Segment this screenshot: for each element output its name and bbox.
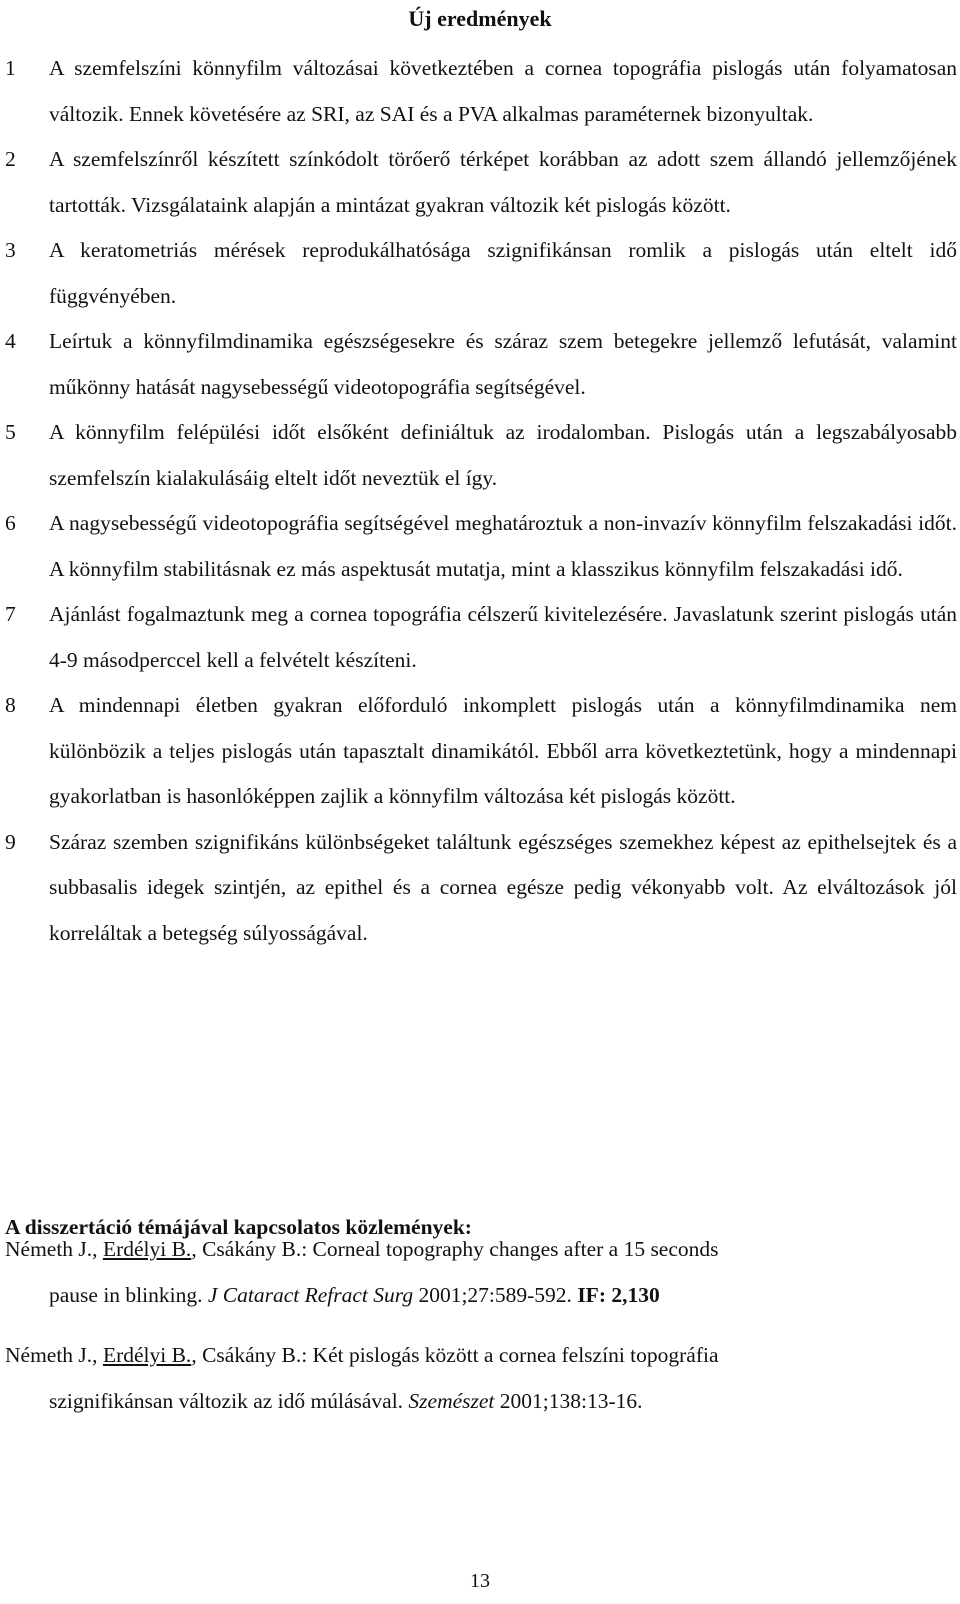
publication-title-end: pause in blinking.	[49, 1282, 208, 1307]
result-number: 9	[5, 829, 16, 854]
result-item	[5, 410, 957, 501]
result-text: A mindennapi életben gyakran előforduló inkomplett pislogás után a könnyfilmdinamika nem különbözik a teljes pislogás után tapasztalt dinamikától. Ebből arra következtetünk, hogy a mindennapi gyakorlatban is hasonlóképpen zajlik a könnyfilm változása két pislogás között.	[49, 693, 957, 808]
publication-journal: J Cataract Refract Surg	[207, 1282, 414, 1307]
result-number: 5	[5, 420, 16, 444]
publication-line-2	[5, 1379, 957, 1425]
result-item	[5, 319, 957, 410]
result-item	[5, 820, 957, 957]
publication-line-1	[5, 1333, 957, 1379]
publications-heading: A disszertáció témájával kapcsolatos közlemények:	[5, 1215, 472, 1239]
section-title: Új eredmények	[408, 6, 552, 31]
publication-line-2	[5, 1273, 957, 1319]
result-number: 8	[5, 693, 16, 717]
publication-citation: 2001;138:13-16.	[494, 1388, 643, 1413]
result-number: 6	[5, 511, 16, 535]
result-number: 3	[5, 238, 16, 262]
publication-title-start: , Csákány B.: Két pislogás között a cornea felszíni topográfia	[191, 1343, 719, 1367]
result-text: Leírtuk a könnyfilmdinamika egészségesekre és száraz szem betegekre jellemző lefutását, valamint műkönny hatását nagysebességű videotopográfia segítségével.	[49, 329, 957, 399]
publication-line-1	[5, 1227, 957, 1273]
publication-author: Németh J.,	[5, 1343, 103, 1367]
result-item	[5, 228, 957, 319]
result-item	[5, 592, 957, 683]
publication-title-start: , Csákány B.: Corneal topography changes after a 15 seconds	[191, 1237, 719, 1261]
result-item	[5, 683, 957, 820]
result-text: A könnyfilm felépülési időt elsőként definiáltuk az irodalomban. Pislogás után a legszabályosabb szemfelszín kialakulásáig eltelt időt neveztük el így.	[49, 420, 957, 490]
result-text: A keratometriás mérések reprodukálhatósága szignifikánsan romlik a pislogás után eltelt idő függvényében.	[49, 238, 957, 308]
result-text: A nagysebességű videotopográfia segítségével meghatároztuk a non-invazív könnyfilm felszakadási időt. A könnyfilm stabilitásnak ez más aspektusát mutatja, mint a klasszikus könnyfilm felszakadási idő.	[49, 511, 957, 581]
result-number: 2	[5, 147, 16, 171]
result-item	[5, 137, 957, 228]
publication-author: Németh J.,	[5, 1237, 103, 1261]
results-list	[5, 46, 957, 956]
result-text: Száraz szemben szignifikáns különbségeket találtunk egészséges szemekhez képest az epithelsejtek és a subbasalis idegek szintjén, az epithel és a cornea egésze pedig vékonyabb volt. Az elváltozások jól korreláltak a betegség súlyosságával.	[49, 829, 957, 945]
publication-entry	[5, 1333, 957, 1424]
publication-entry	[5, 1227, 957, 1318]
result-number: 4	[5, 329, 16, 353]
publication-title-end: szignifikánsan változik az idő múlásával.	[49, 1388, 409, 1413]
result-item	[5, 501, 957, 592]
result-item	[5, 46, 957, 137]
publication-author-underlined: Erdélyi B.	[102, 1237, 192, 1261]
publication-citation: 2001;27:589-592.	[413, 1282, 578, 1307]
result-number: 7	[5, 602, 16, 626]
publication-journal: Szemészet	[408, 1388, 495, 1413]
result-text: A szemfelszínről készített színkódolt törőerő térképet korábban az adott szem állandó jellemzőjének tartották. Vizsgálataink alapján a mintázat gyakran változik két pislogás között.	[49, 147, 957, 217]
publication-author-underlined: Erdélyi B.	[102, 1343, 192, 1367]
result-number: 1	[5, 56, 16, 80]
result-text: Ajánlást fogalmaztunk meg a cornea topográfia célszerű kivitelezésére. Javaslatunk szerint pislogás után 4-9 másodperccel kell a felvételt készíteni.	[49, 602, 957, 672]
result-text: A szemfelszíni könnyfilm változásai következtében a cornea topográfia pislogás után folyamatosan változik. Ennek követésére az SRI, az SAI és a PVA alkalmas paraméternek bizonyultak.	[49, 56, 957, 126]
publication-impact-factor: IF: 2,130	[577, 1282, 660, 1307]
page-number: 13	[470, 1570, 490, 1592]
